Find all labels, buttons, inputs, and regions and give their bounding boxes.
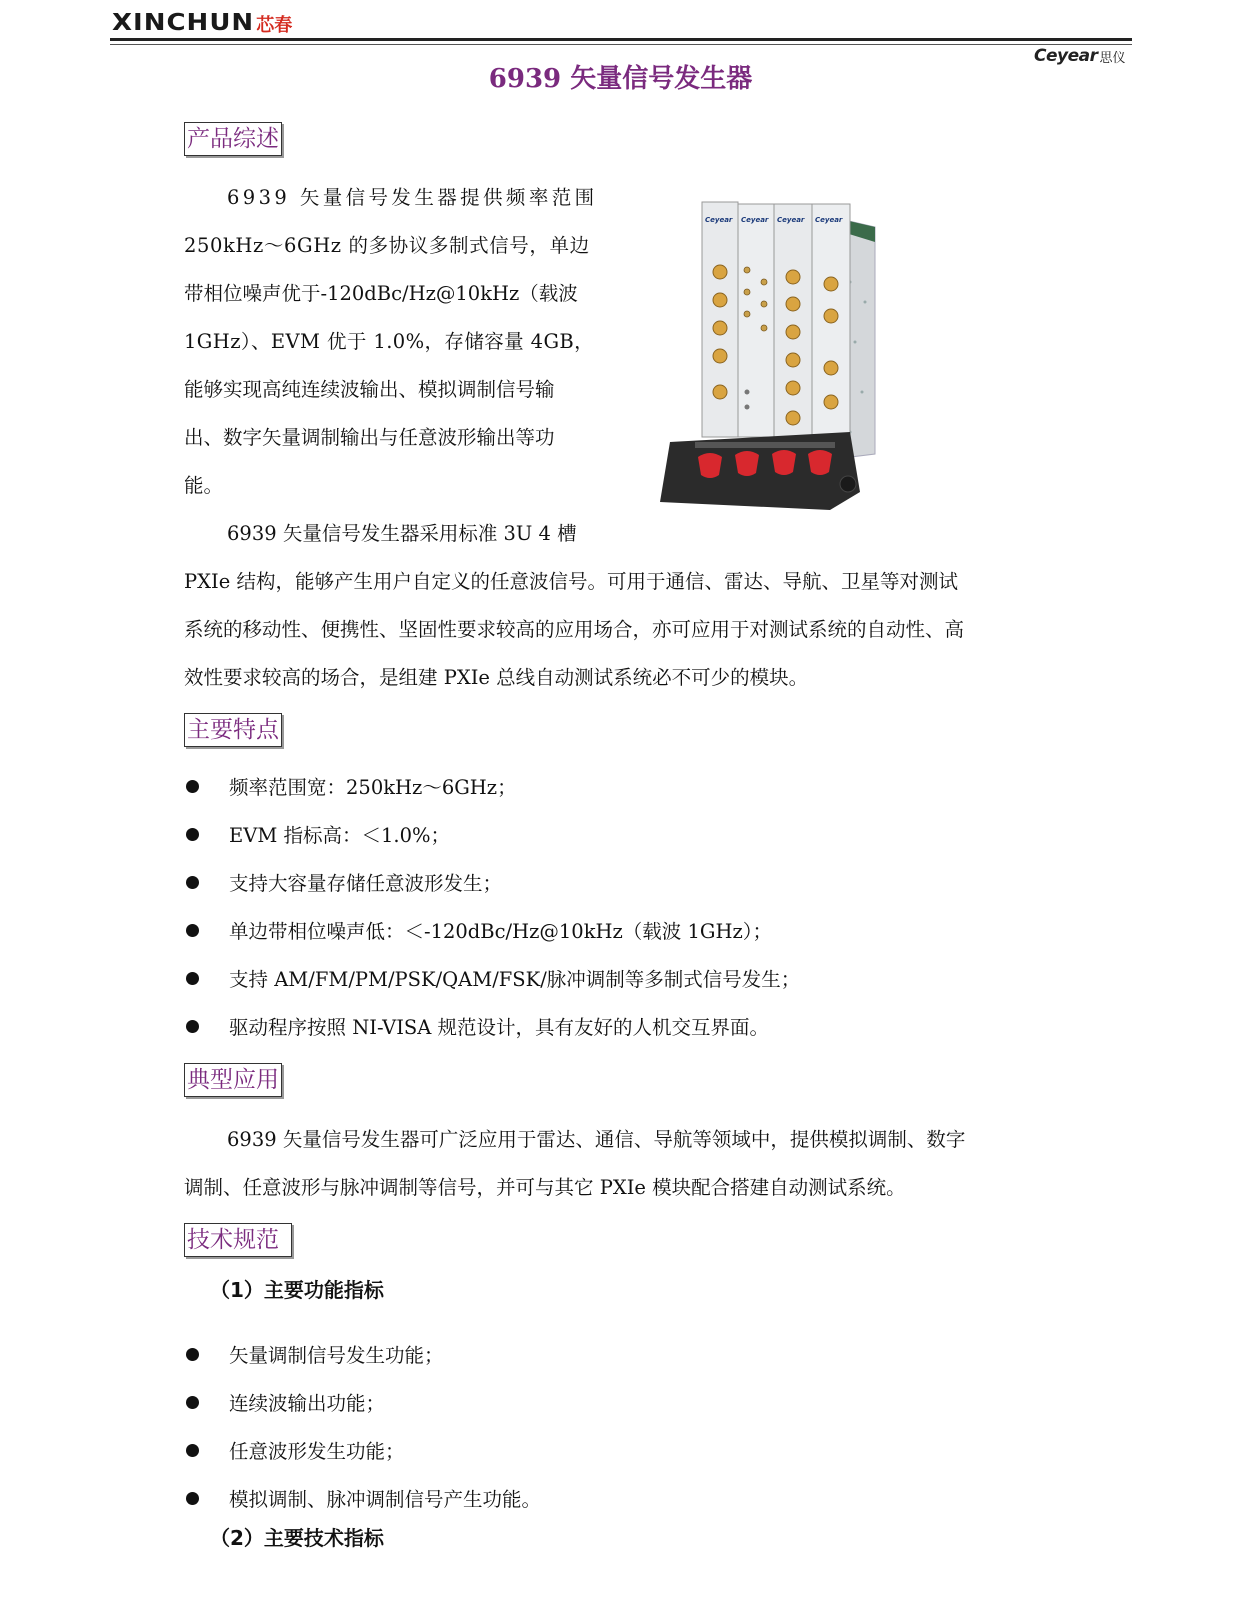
- bullet-icon: [186, 780, 199, 793]
- feature-text: 驱动程序按照 NI-VISA 规范设计，具有友好的人机交互界面。: [229, 1016, 770, 1039]
- list-item: [184, 1436, 405, 1464]
- list-item: [184, 820, 450, 848]
- bullet-icon: [186, 1396, 199, 1409]
- module-label: Ceyear: [705, 216, 733, 224]
- module-label: Ceyear: [815, 216, 843, 224]
- section-heading-features: 主要特点: [184, 713, 282, 747]
- spec-text: 矢量调制信号发生功能；: [229, 1344, 444, 1367]
- overview-line: 6939 矢量信号发生器采用标准 3U 4 槽: [227, 522, 577, 545]
- list-item: [184, 868, 502, 896]
- list-item: [184, 916, 772, 944]
- list-item: [184, 1340, 444, 1368]
- overview-line: 效性要求较高的场合，是组建 PXIe 总线自动测试系统必不可少的模块。: [184, 666, 809, 689]
- spec-text: 连续波输出功能；: [229, 1392, 386, 1415]
- bullet-icon: [186, 924, 199, 937]
- feature-text: 支持大容量存储任意波形发生；: [229, 872, 503, 895]
- module-label: Ceyear: [777, 216, 805, 224]
- header-rule-thin: [110, 44, 1132, 45]
- overview-line: 能。: [184, 474, 224, 497]
- bullet-icon: [186, 1020, 199, 1033]
- bullet-icon: [186, 828, 199, 841]
- product-image: [650, 192, 880, 522]
- bullet-icon: [186, 972, 199, 985]
- subsection-title: （2）主要技术指标: [210, 1526, 384, 1550]
- applications-line: 6939 矢量信号发生器可广泛应用于雷达、通信、导航等领域中，提供模拟调制、数字: [227, 1128, 966, 1151]
- subsection-title: （1）主要功能指标: [210, 1278, 384, 1302]
- list-item: [184, 772, 517, 800]
- list-item: [184, 1012, 769, 1040]
- overview-line: 出、数字矢量调制输出与任意波形输出等功: [184, 426, 555, 449]
- xinchun-logo: [112, 8, 292, 38]
- feature-text: 频率范围宽：250kHz～6GHz；: [229, 776, 517, 799]
- list-item: [184, 1388, 385, 1416]
- applications-line: 调制、任意波形与脉冲调制等信号，并可与其它 PXIe 模块配合搭建自动测试系统。: [184, 1176, 906, 1199]
- section-heading-applications: 典型应用: [184, 1063, 282, 1097]
- overview-line: 能够实现高纯连续波输出、模拟调制信号输: [184, 378, 555, 401]
- ceyear-logo-en: Ceyear: [1034, 46, 1098, 66]
- overview-line: 6939 矢量信号发生器提供频率范围: [227, 186, 598, 209]
- module-label: Ceyear: [741, 216, 769, 224]
- bullet-icon: [186, 1348, 199, 1361]
- bullet-icon: [186, 1444, 199, 1457]
- overview-line: 250kHz～6GHz 的多协议多制式信号，单边: [184, 234, 590, 257]
- overview-line: 带相位噪声优于-120dBc/Hz@10kHz（载波: [184, 282, 578, 305]
- document-title: 6939 矢量信号发生器: [488, 64, 753, 94]
- spec-text: 模拟调制、脉冲调制信号产生功能。: [229, 1488, 542, 1511]
- overview-line: 系统的移动性、便携性、坚固性要求较高的应用场合，亦可应用于对测试系统的自动性、高: [184, 618, 965, 641]
- section-heading-specs: 技术规范: [184, 1223, 292, 1257]
- spec-text: 任意波形发生功能；: [229, 1440, 405, 1463]
- feature-text: 支持 AM/FM/PM/PSK/QAM/FSK/脉冲调制等多制式信号发生；: [229, 968, 801, 991]
- logo-text-cn: 芯春: [256, 15, 293, 36]
- bullet-icon: [186, 1492, 199, 1505]
- bullet-icon: [186, 876, 199, 889]
- section-heading-overview: 产品综述: [184, 122, 282, 156]
- ceyear-logo-cn: 思仪: [1099, 50, 1126, 66]
- list-item: [184, 1484, 541, 1512]
- header-rule: [110, 38, 1132, 41]
- overview-line: 1GHz）、EVM 优于 1.0%，存储容量 4GB，: [184, 330, 595, 353]
- logo-text-en: XINCHUN: [112, 9, 255, 37]
- feature-text: 单边带相位噪声低：＜-120dBc/Hz@10kHz（载波 1GHz）；: [229, 920, 773, 943]
- list-item: [184, 964, 800, 992]
- overview-line: PXIe 结构，能够产生用户自定义的任意波信号。可用于通信、雷达、导航、卫星等对测试: [184, 570, 958, 593]
- feature-text: EVM 指标高：＜1.0%；: [229, 824, 451, 847]
